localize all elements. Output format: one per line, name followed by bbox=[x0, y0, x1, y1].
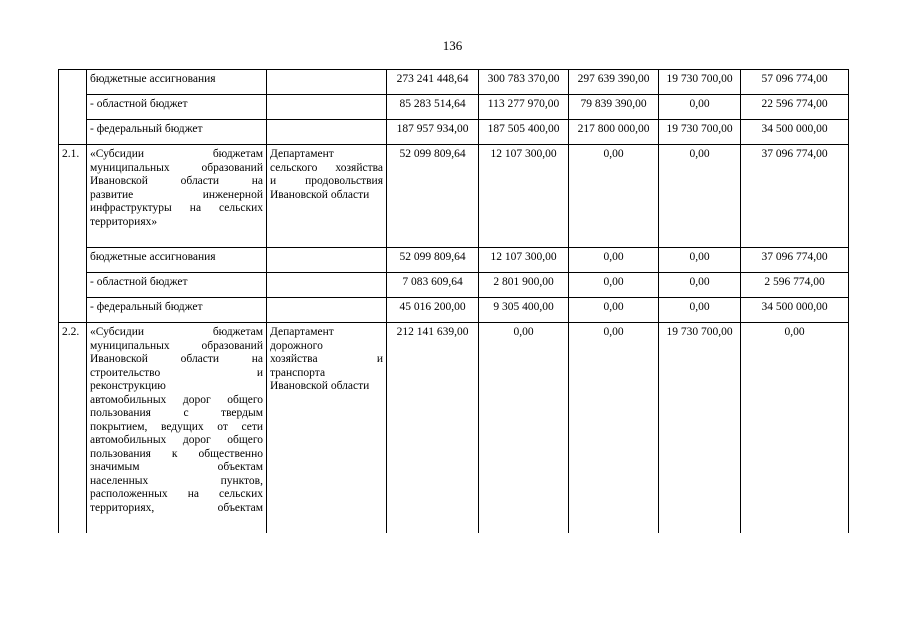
row-description bbox=[87, 145, 267, 248]
row-index bbox=[59, 70, 87, 145]
page-number: 136 bbox=[442, 38, 463, 53]
row-description: бюджетные ассигнования bbox=[87, 248, 267, 273]
value-cell: 79 839 390,00 bbox=[569, 95, 659, 120]
description-line: «Субсидии бюджетам bbox=[90, 326, 263, 338]
description-line: территориях» bbox=[90, 215, 158, 228]
department-line: Департамент bbox=[270, 326, 334, 338]
value-cell: 52 099 809,64 bbox=[387, 145, 479, 248]
table-row bbox=[59, 95, 849, 120]
value-cell: 37 096 774,00 bbox=[741, 145, 849, 248]
row-department bbox=[267, 323, 387, 534]
row-department bbox=[267, 298, 387, 323]
value-cell: 217 800 000,00 bbox=[569, 120, 659, 145]
table-row bbox=[59, 120, 849, 145]
row-department bbox=[267, 95, 387, 120]
row-department bbox=[267, 120, 387, 145]
row-description: - областной бюджет bbox=[87, 273, 267, 298]
value-cell: 0,00 bbox=[659, 273, 741, 298]
row-department bbox=[267, 248, 387, 273]
description-line: автомобильных дорог общего bbox=[90, 393, 263, 406]
row-description: - федеральный бюджет bbox=[87, 298, 267, 323]
value-cell: 9 305 400,00 bbox=[479, 298, 569, 323]
value-cell: 0,00 bbox=[569, 273, 659, 298]
department-line: Ивановской области bbox=[270, 380, 370, 392]
table-row bbox=[59, 145, 849, 248]
value-cell: 34 500 000,00 bbox=[741, 120, 849, 145]
value-cell: 300 783 370,00 bbox=[479, 70, 569, 95]
department-line: сельского хозяйства bbox=[270, 161, 383, 174]
value-cell: 0,00 bbox=[569, 323, 659, 534]
value-cell: 0,00 bbox=[569, 298, 659, 323]
row-description: - федеральный бюджет bbox=[87, 120, 267, 145]
budget-table bbox=[58, 69, 849, 533]
value-cell: 45 016 200,00 bbox=[387, 298, 479, 323]
value-cell: 52 099 809,64 bbox=[387, 248, 479, 273]
description-line: значимым объектам bbox=[90, 461, 263, 473]
description-line: расположенных на сельских bbox=[90, 488, 263, 500]
description-line: пользования к общественно bbox=[90, 447, 263, 460]
department-line: Ивановской области bbox=[270, 188, 370, 201]
value-cell: 2 596 774,00 bbox=[741, 273, 849, 298]
value-cell: 113 277 970,00 bbox=[479, 95, 569, 120]
value-cell: 19 730 700,00 bbox=[659, 120, 741, 145]
value-cell: 0,00 bbox=[479, 323, 569, 534]
value-cell: 19 730 700,00 bbox=[659, 70, 741, 95]
value-cell: 0,00 bbox=[569, 248, 659, 273]
value-cell: 212 141 639,00 bbox=[387, 323, 479, 534]
value-cell: 0,00 bbox=[659, 298, 741, 323]
row-index: 2.1. bbox=[59, 145, 87, 323]
description-line: покрытием, ведущих от сети bbox=[90, 420, 263, 433]
description-line: развитие инженерной bbox=[90, 188, 263, 201]
description-line: Ивановской области на bbox=[90, 175, 263, 187]
table-row bbox=[59, 298, 849, 323]
value-cell: 187 957 934,00 bbox=[387, 120, 479, 145]
description-line: муниципальных образований bbox=[90, 161, 263, 174]
value-cell: 0,00 bbox=[659, 248, 741, 273]
value-cell: 0,00 bbox=[569, 145, 659, 248]
value-cell: 34 500 000,00 bbox=[741, 298, 849, 323]
value-cell: 57 096 774,00 bbox=[741, 70, 849, 95]
description-line: муниципальных образований bbox=[90, 339, 263, 352]
value-cell: 297 639 390,00 bbox=[569, 70, 659, 95]
table-row bbox=[59, 323, 849, 534]
description-line: строительство и bbox=[90, 366, 263, 379]
department-line: транспорта bbox=[270, 366, 326, 379]
table-row bbox=[59, 273, 849, 298]
value-cell: 12 107 300,00 bbox=[479, 145, 569, 248]
description-line: «Субсидии бюджетам bbox=[90, 148, 263, 160]
value-cell: 22 596 774,00 bbox=[741, 95, 849, 120]
value-cell: 19 730 700,00 bbox=[659, 323, 741, 534]
row-department bbox=[267, 273, 387, 298]
row-description: - областной бюджет bbox=[87, 95, 267, 120]
description-line: населенных пунктов, bbox=[90, 474, 263, 487]
department-line: хозяйства и bbox=[270, 353, 383, 365]
description-line: территориях, объектам bbox=[90, 501, 263, 514]
value-cell: 2 801 900,00 bbox=[479, 273, 569, 298]
description-line: реконструкцию bbox=[90, 380, 166, 392]
department-line: и продовольствия bbox=[270, 175, 383, 187]
row-index: 2.2. bbox=[59, 323, 87, 534]
row-department bbox=[267, 145, 387, 248]
value-cell: 273 241 448,64 bbox=[387, 70, 479, 95]
description-line: Ивановской области на bbox=[90, 353, 263, 365]
value-cell: 37 096 774,00 bbox=[741, 248, 849, 273]
value-cell: 0,00 bbox=[659, 145, 741, 248]
department-line: Департамент bbox=[270, 148, 334, 160]
value-cell: 7 083 609,64 bbox=[387, 273, 479, 298]
description-line: пользования с твердым bbox=[90, 407, 263, 419]
description-line: автомобильных дорог общего bbox=[90, 434, 263, 446]
value-cell: 187 505 400,00 bbox=[479, 120, 569, 145]
table-row bbox=[59, 70, 849, 95]
row-description bbox=[87, 323, 267, 534]
value-cell: 12 107 300,00 bbox=[479, 248, 569, 273]
row-description: бюджетные ассигнования bbox=[87, 70, 267, 95]
description-line: инфраструктуры на сельских bbox=[90, 202, 263, 214]
value-cell: 85 283 514,64 bbox=[387, 95, 479, 120]
table-row bbox=[59, 248, 849, 273]
department-line: дорожного bbox=[270, 339, 323, 352]
value-cell: 0,00 bbox=[659, 95, 741, 120]
value-cell: 0,00 bbox=[741, 323, 849, 534]
row-department bbox=[267, 70, 387, 95]
